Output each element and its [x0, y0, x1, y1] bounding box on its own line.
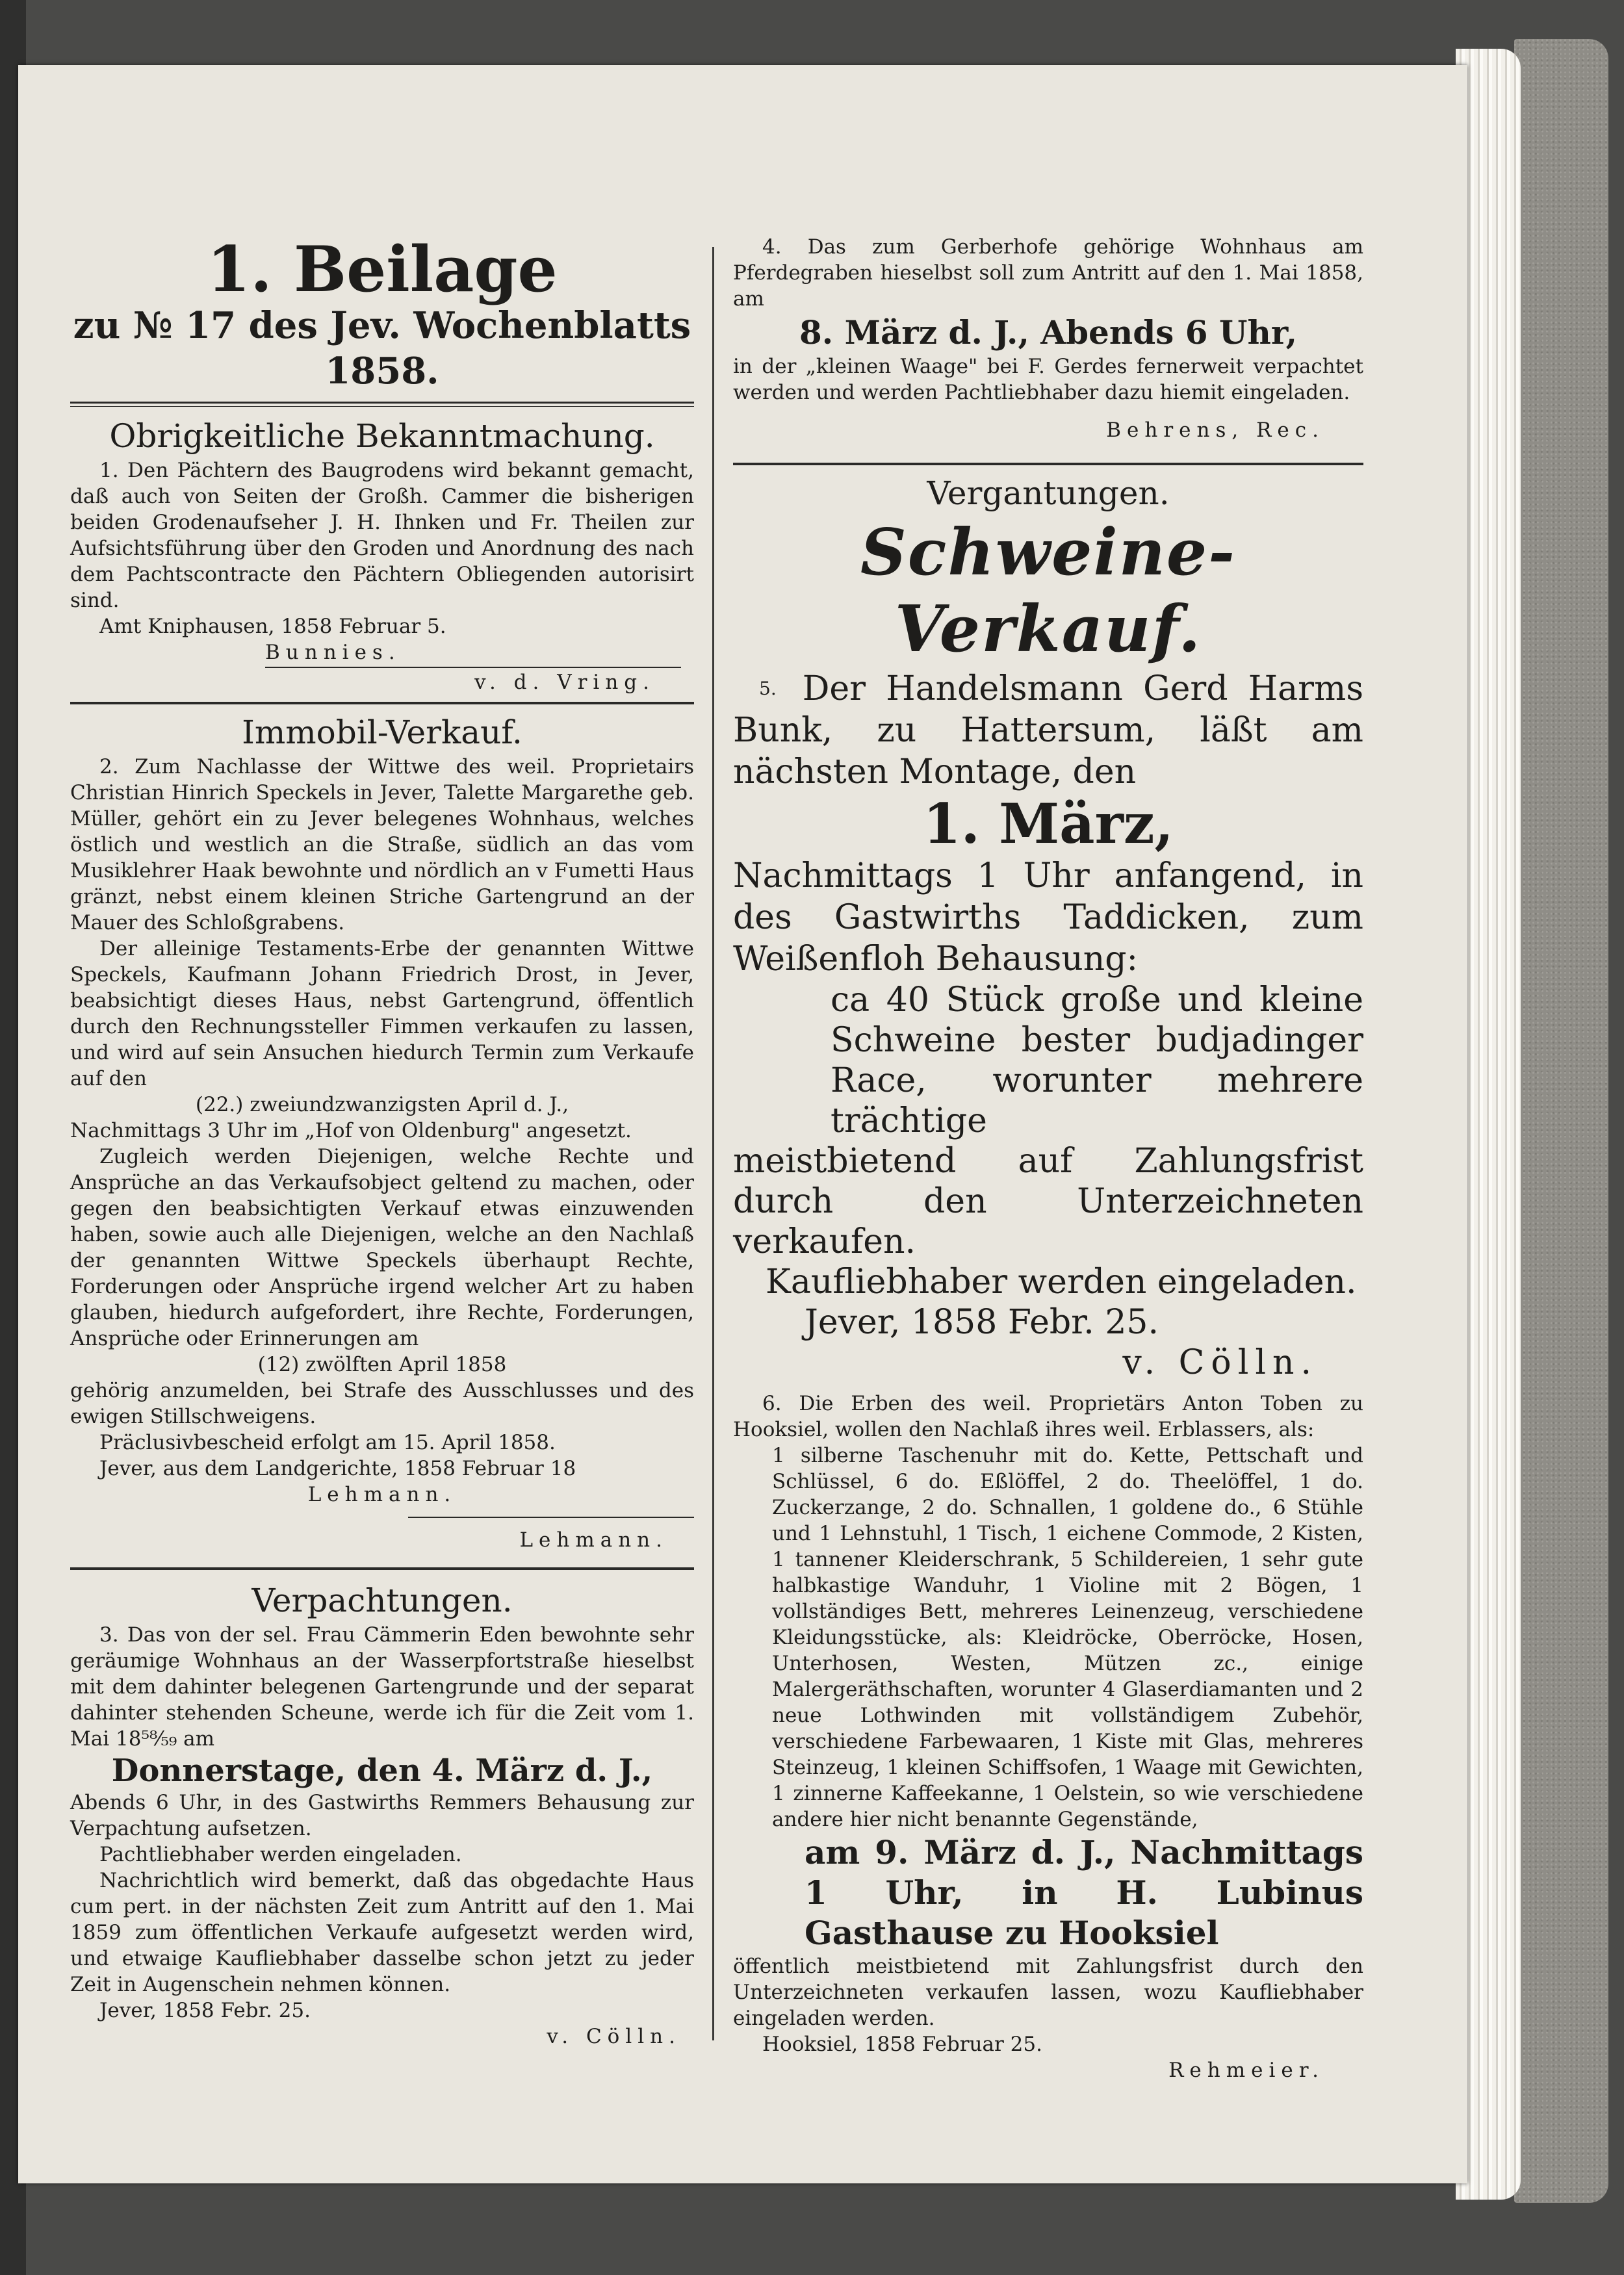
- header-rule: [70, 402, 694, 407]
- notice-3-text-3: Pachtliebhaber werden eingeladen.: [99, 1843, 462, 1866]
- notice-3-date: Donnerstage, den 4. März d. J.,: [111, 1753, 653, 1789]
- notice-5-text-3: meistbietend auf Zahlungsfrist durch den Unterzeichneten verkaufen.: [733, 1142, 1363, 1261]
- signature-rule-2: [408, 1517, 694, 1518]
- notice-2-signature: Lehmann.: [307, 1483, 457, 1506]
- notice-1-text: 1. Den Pächtern des Baugrodens wird bekannt gemacht, daß auch von Seiten der Großh. Cammer die bisherigen beiden Grodenaufseher J. H. Ihnken und Fr. Theilen zur Aufsichtsführung über den Groden und Anordnung des nach dem Pachtscontracte den Pächtern Obliegenden autorisirt sind.: [70, 459, 694, 612]
- notice-5-text-2: Nachmittags 1 Uhr anfangend, in des Gastwirths Taddicken, zum Weißenfloh Behausung:: [733, 856, 1363, 979]
- left-column: [70, 175, 694, 2050]
- notice-1-signature-2: v. d. Vring.: [474, 671, 655, 694]
- notice-5-date: 1. März,: [923, 791, 1174, 856]
- notice-6-text-2: öffentlich meistbietend mit Zahlungsfrist durch den Unterzeichneten verkaufen lassen, wozu Kaufliebhaber eingeladen werden.: [733, 1955, 1363, 2030]
- supplement-subtitle: zu № 17 des Jev. Wochenblatts 1858.: [73, 304, 691, 392]
- notice-5-invitation: Kaufliebhaber werden eingeladen.: [766, 1263, 1357, 1302]
- notice-2-place: Jever, aus dem Landgerichte, 1858 Februar 18: [99, 1457, 576, 1480]
- notice-4-date: 8. März d. J., Abends 6 Uhr,: [799, 313, 1297, 352]
- notice-5-place: Jever, 1858 Febr. 25.: [805, 1303, 1159, 1342]
- notice-3-place: Jever, 1858 Febr. 25.: [99, 1999, 311, 2022]
- notice-5-signature: v. Cölln.: [1122, 1343, 1318, 1382]
- newspaper-page: [18, 65, 1467, 2183]
- notice-6-signature: Rehmeier.: [1168, 2059, 1324, 2082]
- notice-3-signature: v. Cölln.: [547, 2025, 681, 2048]
- notice-2-text: 2. Zum Nachlasse der Wittwe des weil. Proprietairs Christian Hinrich Speckels in Jever, Talette Margarethe geb. Müller, gehört ein zu Jever belegenes Wohnhaus, welches östlich und westlich an die Straße, südlich an das vom Musiklehrer Haak bewohnte und nördlich an v Fumetti Haus gränzt, nebst einem kleinen Striche Gartengrund an der Mauer des Schloßgrabens.: [70, 755, 694, 934]
- section-title-official: Obrigkeitliche Bekanntmachung.: [109, 417, 655, 455]
- notice-3-text-2: Abends 6 Uhr, in des Gastwirths Remmers Behausung zur Verpachtung aufsetzen.: [70, 1791, 694, 1840]
- notice-6-date: am 9. März d. J., Nachmittags 1 Uhr, in H. Lubinus Gasthause zu Hooksiel: [805, 1833, 1363, 1952]
- notice-1-place: Amt Kniphausen, 1858 Februar 5.: [99, 615, 446, 638]
- notice-2-text-3: Nachmittags 3 Uhr im „Hof von Oldenburg" angesetzt.: [70, 1119, 632, 1142]
- section-title-auctions: Vergantungen.: [927, 474, 1170, 512]
- pig-sale-headline: Schweine-Verkauf.: [860, 515, 1236, 667]
- notice-2-date: (22.) zweiundzwanzigsten April d. J.,: [195, 1093, 569, 1116]
- notice-2-text-4: Zugleich werden Diejenigen, welche Rechte und Ansprüche an das Verkaufsobject geltend zu machen, oder gegen den beabsichtigten Verkauf etwas einzuwenden haben, sowie auch alle Diejenigen, welche an den Nachlaß der genannten Wittwe Speckels überhaupt Rechte, Forderungen oder Ansprüche irgend welcher Art zu haben glauben, hiedurch aufgefordert, ihre Rechte, Forderungen, Ansprüche oder Erinnerungen am: [70, 1145, 694, 1350]
- right-column: [733, 175, 1363, 2083]
- notice-6-text: 6. Die Erben des weil. Proprietärs Anton Toben zu Hooksiel, wollen den Nachlaß ihres weil. Erblassers, als:: [733, 1392, 1363, 1441]
- column-divider: [712, 247, 714, 2040]
- section-title-real-estate: Immobil-Verkauf.: [242, 713, 522, 751]
- notice-5-number: 5.: [759, 678, 777, 699]
- book-cover: [1514, 39, 1608, 2203]
- notice-4-signature: Behrens, Rec.: [1106, 418, 1324, 442]
- notice-5-text: [733, 668, 1363, 793]
- notice-2-text-2: Der alleinige Testaments-Erbe der genannten Wittwe Speckels, Kaufmann Johann Friedrich Drost, in Jever, beabsichtigt dieses Haus, nebst Gartengrund, öffentlich durch den Rechnungssteller Fimmen verkaufen zu lassen, und wird auf sein Ansuchen hiedurch Termin zum Verkaufe auf den: [70, 937, 694, 1090]
- section-rule-3: [733, 463, 1363, 465]
- notice-2-signature-2: Lehmann.: [519, 1528, 668, 1552]
- notice-5-goods: ca 40 Stück große und kleine Schweine bester budjadinger Race, worunter mehrere trächtige: [831, 981, 1363, 1140]
- supplement-title: 1. Beilage: [207, 233, 558, 306]
- notice-2-text-6: Präclusivbescheid erfolgt am 15. April 1858.: [99, 1431, 556, 1454]
- notice-1-signature: Bunnies.: [265, 641, 401, 664]
- notice-6-list: 1 silberne Taschenuhr mit do. Kette, Pettschaft und Schlüssel, 6 do. Eßlöffel, 2 do. Theelöffel, 1 do. Zuckerzange, 2 do. Schnallen, 1 goldene do., 6 Stühle und 1 Lehnstuhl, 1 Tisch, 1 eichene Commode, 2 Kisten, 1 tannener Kleiderschrank, 5 Schildereien, 1 sehr gute halbkastige Wanduhr, 1 Violine mit 2 Bögen, 1 vollständiges Bett, mehreres Leinenzeug, verschiedene Kleidungsstücke, als: Kleidröcke, Oberröcke, Hosen, Unterhosen, Westen, Mützen zc., einige Malergeräthschaften, worunter 4 Glaserdiamanten und 2 neue Lothwinden mit vollständigem Zubehör, verschiedene Farbewaaren, 1 Kiste mit Glas, mehreres Steinzeug, 1 kleinen Schiffsofen, 1 Waage mit Gewichten, 1 zinnerne Kaffeekanne, 1 Oelstein, so wie verschiedene andere hier nicht benannte Gegenstände,: [772, 1444, 1363, 1831]
- notice-2-date-2: (12) zwölften April 1858: [257, 1353, 507, 1376]
- section-rule: [70, 702, 694, 704]
- notice-4-text-2: in der „kleinen Waage" bei F. Gerdes fernerweit verpachtet werden und werden Pachtliebhaber dazu hiemit eingeladen.: [733, 355, 1363, 404]
- notice-4-text: 4. Das zum Gerberhofe gehörige Wohnhaus am Pferdegraben hieselbst soll zum Antritt auf den 1. Mai 1858, am: [733, 235, 1363, 311]
- signature-rule: [265, 667, 681, 668]
- notice-2-text-5: gehörig anzumelden, bei Strafe des Ausschlusses und des ewigen Stillschweigens.: [70, 1379, 694, 1428]
- notice-5-body: Der Handelsmann Gerd Harms Bunk, zu Hattersum, läßt am nächsten Montage, den: [733, 669, 1363, 791]
- notice-3-text-4: Nachrichtlich wird bemerkt, daß das obgedachte Haus cum pert. in der nächsten Zeit zum Antritt auf den 1. Mai 1859 zum öffentlichen Verkaufe aufgesetzt werden wird, und etwaige Kaufliebhaber dasselbe schon jetzt zu jeder Zeit in Augenschein nehmen können.: [70, 1869, 694, 1996]
- notice-3-text: 3. Das von der sel. Frau Cämmerin Eden bewohnte sehr geräumige Wohnhaus an der Wasserpfortstraße hieselbst mit dem dahinter belegenen Gartengrunde und der separat dahinter stehenden Scheune, werde ich für die Zeit vom 1. Mai 18⁵⁸⁄₅₉ am: [70, 1623, 694, 1751]
- section-rule-2: [70, 1567, 694, 1570]
- notice-6-place: Hooksiel, 1858 Februar 25.: [762, 2033, 1042, 2056]
- section-title-leases: Verpachtungen.: [251, 1582, 513, 1619]
